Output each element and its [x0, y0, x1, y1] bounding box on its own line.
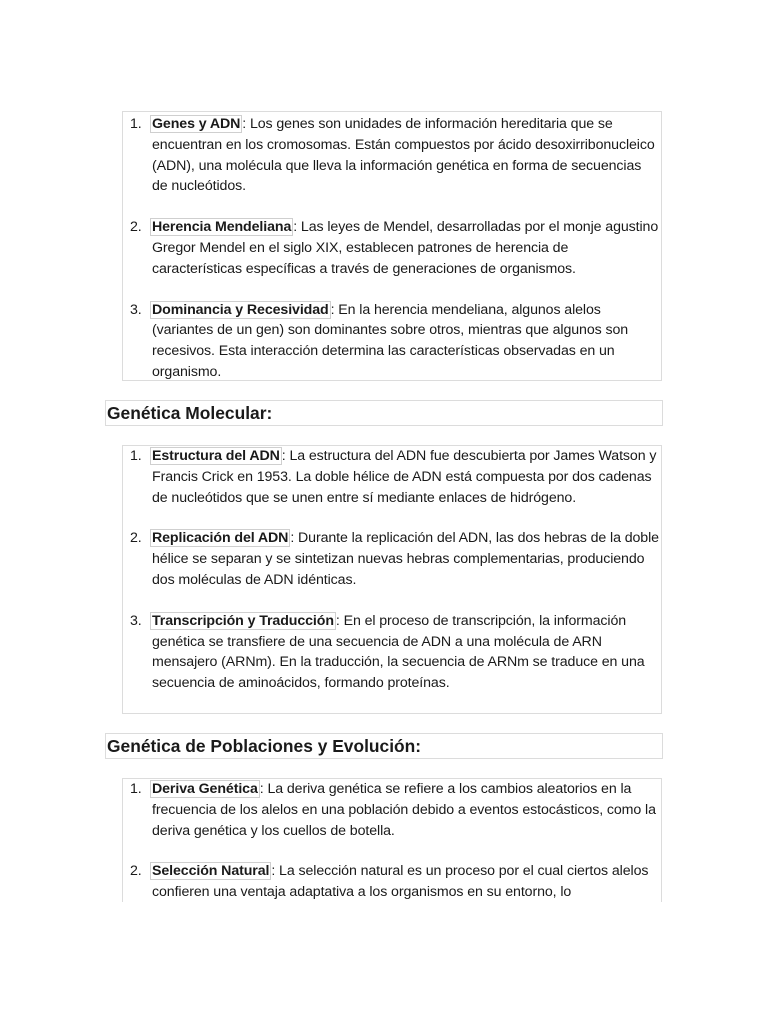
list-item — [123, 114, 661, 197]
definition-text: : Las leyes de Mendel, desarrolladas por el monje agustino Gregor Mendel en el siglo XIX, establecen patrones de herencia de características específicas a través de generaciones de organismos. — [152, 219, 659, 277]
list-item — [123, 528, 661, 590]
definition-text: : La deriva genética se refiere a los cambios aleatorios en la frecuencia de los alelos en una población debido a eventos estocásticos, como la deriva genética y los cuellos de botella. — [152, 781, 656, 839]
definition-text: : Los genes son unidades de información hereditaria que se encuentran en los cromosomas. Están compuestos por ácido desoxirribonucleico (ADN), una molécula que lleva la información genética en forma de secuencias de nucleótidos. — [152, 116, 655, 195]
definition-text: : En la herencia mendeliana, algunos alelos (variantes de un gen) son dominantes sobre otros, mientras que algunos son recesivos. Esta interacción determina las características observadas en un organismo. — [152, 301, 629, 380]
list-number: 1. — [130, 116, 142, 132]
term-herencia-mendeliana: Herencia Mendeliana — [152, 219, 292, 236]
term-transcripcion-traduccion: Transcripción y Traducción — [152, 612, 334, 629]
term-deriva-genetica: Deriva Genética — [152, 781, 258, 797]
list-item — [123, 300, 661, 383]
heading-genetica-molecular: Genética Molecular: — [105, 400, 663, 426]
list-item — [123, 861, 661, 902]
term-estructura-adn: Estructura del ADN — [152, 448, 280, 464]
term-seleccion-natural: Selección Natural — [152, 863, 270, 880]
list-number: 3. — [130, 612, 142, 629]
list-number: 3. — [130, 301, 142, 318]
list-number: 2. — [130, 530, 142, 547]
list-item — [123, 217, 661, 279]
list-number: 1. — [130, 448, 142, 464]
definition-text: : La estructura del ADN fue descubierta por James Watson y Francis Crick en 1953. La doble hélice de ADN está compuesta por dos cadenas de nucleótidos que se unen entre sí mediante enlaces de hidrógeno. — [152, 448, 657, 506]
list-item — [123, 779, 661, 841]
list-number: 1. — [130, 781, 142, 797]
list-genetica-molecular — [122, 445, 662, 714]
term-genes-adn: Genes y ADN — [152, 116, 241, 132]
list-number: 2. — [130, 863, 142, 880]
definition-text: : Durante la replicación del ADN, las dos hebras de la doble hélice se separan y se sintetizan nuevas hebras complementarias, produciendo dos moléculas de ADN idénticas. — [152, 530, 659, 588]
term-replicacion-adn: Replicación del ADN — [152, 530, 289, 547]
list-item — [123, 446, 661, 508]
definition-text: : La selección natural es un proceso por el cual ciertos alelos confieren una ventaja adaptativa a los organismos en su entorno, lo — [152, 863, 649, 901]
definition-text: : En el proceso de transcripción, la información genética se transfiere de una secuencia de ADN a una molécula de ARN mensajero (ARNm). En la traducción, la secuencia de ARNm se traduce en una secuencia de aminoácidos, formando proteínas. — [152, 612, 645, 692]
term-dominancia-recesividad: Dominancia y Recesividad — [152, 301, 329, 318]
list-item — [123, 611, 661, 694]
list-genetics-basics — [122, 111, 662, 381]
list-number: 2. — [130, 219, 142, 236]
list-genetica-poblaciones — [122, 778, 662, 902]
heading-genetica-poblaciones: Genética de Poblaciones y Evolución: — [105, 733, 663, 759]
